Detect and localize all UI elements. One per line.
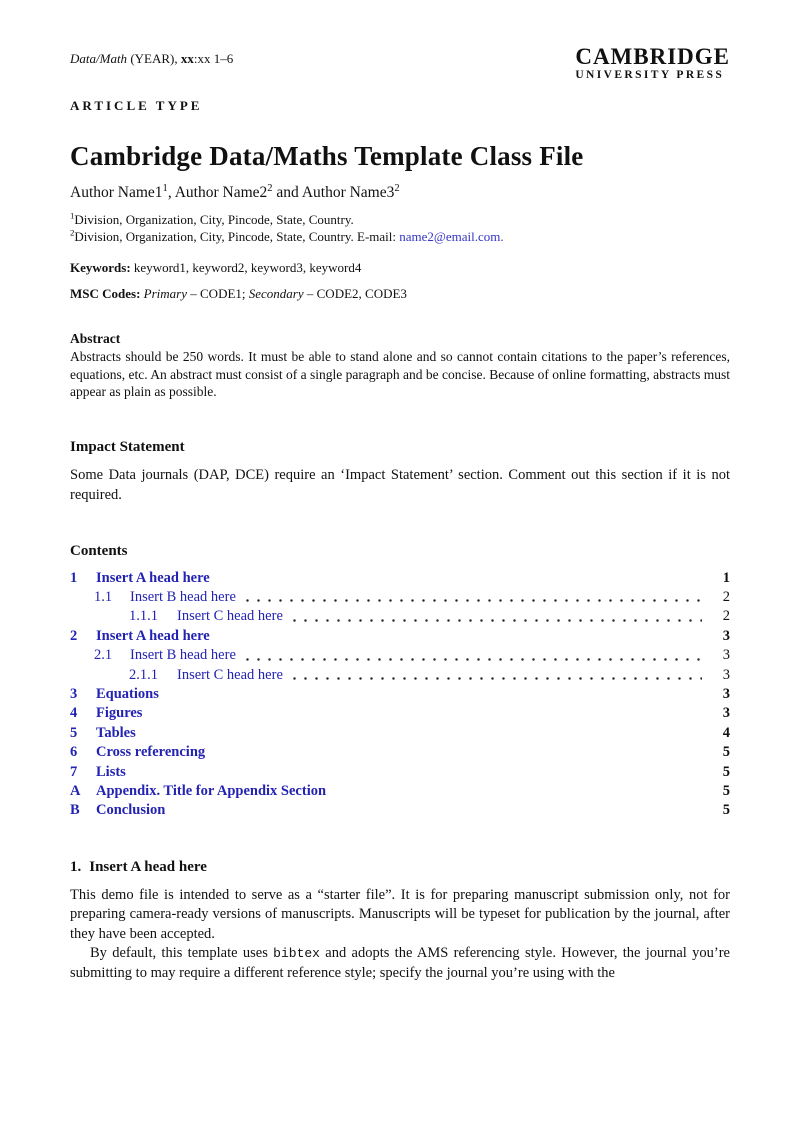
toc-entry-page: 2 xyxy=(722,588,730,605)
toc-entry-label: Cross referencing xyxy=(96,744,206,761)
toc-dot-leader xyxy=(209,743,702,762)
toc-entry-page: 5 xyxy=(722,763,730,780)
paragraph-text: By default, this template uses xyxy=(90,945,274,962)
toc-dot-leader xyxy=(140,724,702,743)
table-of-contents xyxy=(70,542,730,821)
contents-heading: Contents xyxy=(70,542,128,559)
msc-primary-label: Primary xyxy=(140,286,188,301)
toc-entry-label: Insert A head here xyxy=(96,627,210,644)
toc-entry-label: Appendix. Title for Appendix Section xyxy=(96,782,327,799)
toc-entry-number: 6 xyxy=(70,744,78,761)
cambridge-university-press-logo xyxy=(575,46,730,82)
msc-secondary-codes: – CODE2, CODE3 xyxy=(303,286,407,301)
toc-entry-number: 2.1 xyxy=(94,647,113,664)
journal-citation-line xyxy=(70,51,233,67)
author-affiliation-mark: 1 xyxy=(162,182,168,194)
toc-entry-label: Insert A head here xyxy=(96,569,210,586)
toc-entry-page: 3 xyxy=(722,647,730,664)
toc-dot-leader xyxy=(330,782,702,801)
toc-dot-leader xyxy=(214,569,702,588)
toc-dot-leader xyxy=(163,685,702,704)
toc-dot-leader xyxy=(287,607,702,626)
toc-list xyxy=(70,569,730,821)
toc-entry-label: Conclusion xyxy=(96,802,166,819)
toc-entry-number: 3 xyxy=(70,685,78,702)
msc-primary-codes: – CODE1; xyxy=(187,286,249,301)
affiliations xyxy=(70,212,730,245)
toc-entry-number: 1.1 xyxy=(94,588,113,605)
toc-entry-page: 5 xyxy=(722,782,730,799)
msc-secondary-label: Secondary xyxy=(248,286,304,301)
email-link[interactable]: name2@email.com. xyxy=(399,228,504,244)
abstract-section xyxy=(70,330,730,401)
toc-entry-number: 4 xyxy=(70,705,78,722)
affiliation-mark: 2 xyxy=(70,227,75,238)
author xyxy=(70,184,175,201)
author-affiliation-mark: 2 xyxy=(394,182,400,194)
impact-body: Some Data journals (DAP, DCE) require an ‘Impact Statement’ section. Comment out this section if it is not required. xyxy=(70,466,730,503)
keywords-value: keyword1, keyword2, keyword3, keyword4 xyxy=(130,260,362,275)
author-affiliation-mark: 2 xyxy=(267,182,273,194)
toc-entry-number: A xyxy=(70,782,81,799)
toc-entry-6[interactable] xyxy=(70,743,730,762)
affiliation-mark: 1 xyxy=(70,210,75,221)
masthead xyxy=(70,46,730,82)
toc-entry-page: 2 xyxy=(722,608,730,625)
abstract-heading: Abstract xyxy=(70,331,121,346)
toc-entry-label: Insert C head here xyxy=(177,666,283,683)
toc-entry-label: Insert C head here xyxy=(177,608,283,625)
journal-issue-pre: (YEAR), xyxy=(127,51,181,66)
toc-entry-label: Tables xyxy=(96,724,136,741)
toc-entry-number: B xyxy=(70,802,80,819)
toc-entry-2-1-1[interactable] xyxy=(70,666,730,685)
toc-entry-page: 3 xyxy=(722,705,730,722)
toc-entry-page: 1 xyxy=(722,569,730,586)
paper-title: Cambridge Data/Maths Template Class File xyxy=(70,141,584,171)
section-1 xyxy=(70,858,730,984)
toc-entry-5[interactable] xyxy=(70,724,730,743)
toc-entry-page: 5 xyxy=(722,802,730,819)
affiliation-text: Division, Organization, City, Pincode, State, Country. xyxy=(74,212,354,227)
toc-dot-leader xyxy=(169,801,702,820)
toc-entry-page: 3 xyxy=(722,685,730,702)
toc-dot-leader xyxy=(146,704,702,723)
toc-entry-4[interactable] xyxy=(70,704,730,723)
author-name: Author Name1 xyxy=(70,184,163,201)
toc-entry-7[interactable] xyxy=(70,763,730,782)
toc-entry-page: 4 xyxy=(722,724,730,741)
logo-subtitle: UNIVERSITY PRESS xyxy=(575,69,725,81)
toc-entry-number: 5 xyxy=(70,724,78,741)
toc-dot-leader xyxy=(240,588,702,607)
inline-code-bibtex: bibtex xyxy=(273,946,320,962)
affiliation-line xyxy=(70,229,730,246)
toc-dot-leader xyxy=(214,627,702,646)
toc-entry-1-1[interactable] xyxy=(70,588,730,607)
msc-codes-line xyxy=(70,285,730,302)
affiliation-text: Division, Organization, City, Pincode, State, Country. E-mail: xyxy=(74,228,400,244)
msc-label: MSC Codes: xyxy=(70,286,141,301)
section-1-paragraph-2 xyxy=(70,944,730,983)
keywords-label: Keywords: xyxy=(70,260,131,275)
toc-entry-label: Equations xyxy=(96,685,159,702)
logo-wordmark: CAMBRIDGE xyxy=(575,44,730,69)
author-name: Author Name3 xyxy=(301,184,395,201)
impact-statement-section xyxy=(70,438,730,506)
toc-entry-appendix-b[interactable] xyxy=(70,801,730,820)
toc-entry-3[interactable] xyxy=(70,685,730,704)
journal-name: Data/Math xyxy=(70,51,128,66)
keywords-line xyxy=(70,259,730,276)
author xyxy=(302,184,400,201)
paragraph-text: and adopts the AMS referencing style. However, the journal you’re submitting to may require a different reference style; specify the journal you’re using with the xyxy=(70,945,730,981)
journal-issue-post: :xx 1–6 xyxy=(193,51,234,66)
toc-entry-1-1-1[interactable] xyxy=(70,607,730,626)
toc-entry-label: Insert B head here xyxy=(130,588,236,605)
article-type-label: ARTICLE TYPE xyxy=(70,98,203,113)
toc-entry-label: Insert B head here xyxy=(130,647,236,664)
section-1-heading xyxy=(70,858,730,877)
section-number: 1. xyxy=(70,858,82,875)
toc-entry-2[interactable] xyxy=(70,627,730,646)
toc-entry-appendix-a[interactable] xyxy=(70,782,730,801)
author xyxy=(175,184,302,201)
toc-dot-leader xyxy=(287,666,702,685)
toc-entry-label: Figures xyxy=(96,705,143,722)
author-line xyxy=(70,183,730,203)
author-separator: , xyxy=(167,184,175,201)
toc-entry-number: 1.1.1 xyxy=(129,608,158,625)
toc-entry-page: 3 xyxy=(722,627,730,644)
toc-entry-number: 1 xyxy=(70,569,78,586)
toc-entry-page: 3 xyxy=(722,666,730,683)
toc-entry-page: 5 xyxy=(722,744,730,761)
toc-entry-1[interactable] xyxy=(70,569,730,588)
toc-dot-leader xyxy=(240,646,702,665)
affiliation-line xyxy=(70,212,730,229)
toc-entry-number: 2.1.1 xyxy=(129,666,158,683)
toc-entry-number: 7 xyxy=(70,763,78,780)
section-title: Insert A head here xyxy=(89,858,207,875)
abstract-body: Abstracts should be 250 words. It must be able to stand alone and so cannot contain citations to the paper’s references, equations, etc. An abstract must consist of a single paragraph and be concise. Because of online formatting, abstracts must appear as plain as possible. xyxy=(70,349,730,399)
journal-volume: xx xyxy=(180,51,194,66)
toc-entry-number: 2 xyxy=(70,627,78,644)
toc-entry-2-1[interactable] xyxy=(70,646,730,665)
author-name: Author Name2 xyxy=(174,184,268,201)
toc-dot-leader xyxy=(130,763,702,782)
toc-entry-label: Lists xyxy=(96,763,126,780)
impact-heading: Impact Statement xyxy=(70,438,185,455)
section-1-paragraph-1: This demo file is intended to serve as a “starter file”. It is for preparing manuscript submission only, not for preparing camera-ready versions of manuscripts. Manuscripts will be typeset for publication by the journal, after they have been accepted. xyxy=(70,886,730,942)
author-separator: and xyxy=(272,184,302,201)
